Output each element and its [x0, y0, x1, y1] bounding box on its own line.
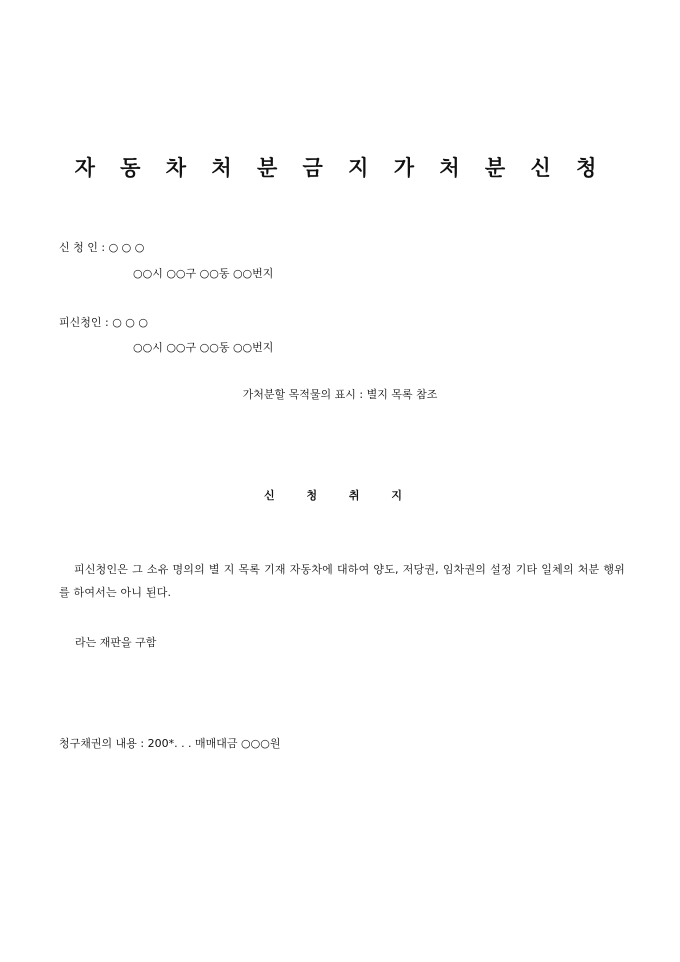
document-title: 자 동 차 처 분 금 지 가 처 분 신 청 — [74, 155, 606, 180]
purpose-heading: 신 청 취 지 — [264, 489, 416, 502]
applicant-address: ○○시 ○○구 ○○동 ○○번지 — [133, 267, 274, 280]
respondent-address: ○○시 ○○구 ○○동 ○○번지 — [133, 341, 274, 354]
target-property-line: 가처분할 목적물의 표시 : 별지 목록 참조 — [242, 388, 438, 401]
applicant-label: 신 청 인 : ○ ○ ○ — [59, 241, 145, 254]
respondent-label: 피신청인 : ○ ○ ○ — [59, 316, 148, 329]
purpose-body: 피신청인은 그 소유 명의의 별 지 목록 기재 자동차에 대하여 양도, 저당권, 임차권의 설정 기타 일체의 처분 행위를 하여서는 아니 된다. — [59, 563, 625, 599]
request-line: 라는 재판을 구함 — [75, 636, 157, 649]
claim-content-line: 청구채권의 내용 : 200*. . . 매매대금 ○○○원 — [59, 737, 281, 750]
